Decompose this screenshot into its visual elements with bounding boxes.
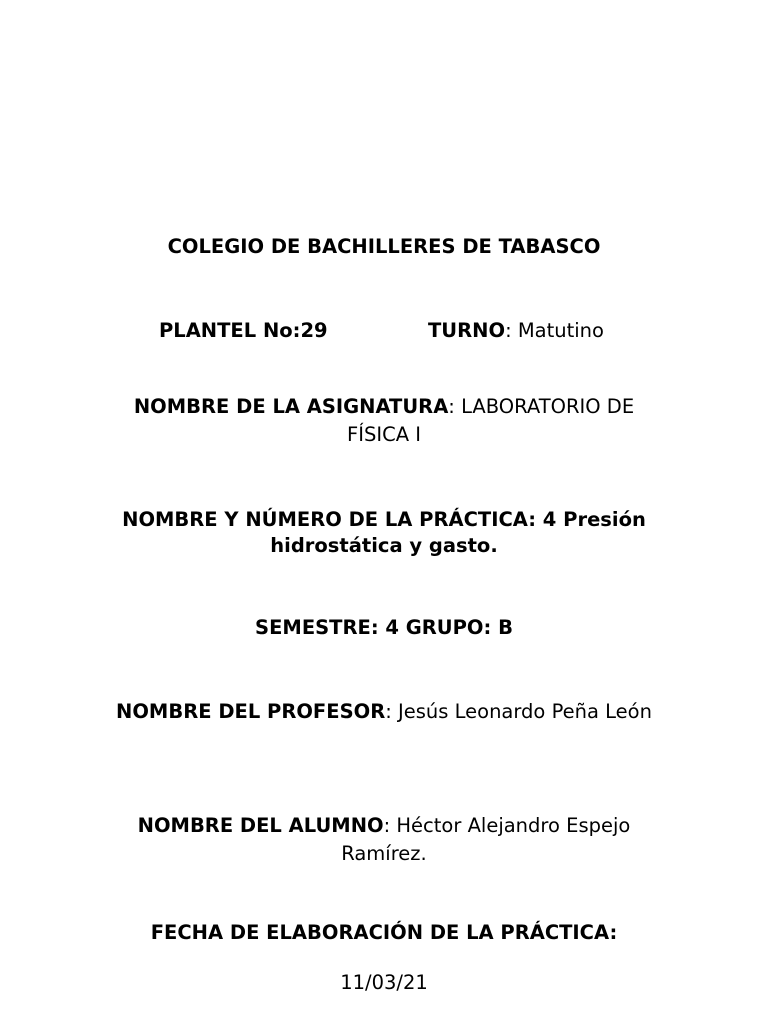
profesor-field [114, 698, 654, 726]
semestre-grupo: SEMESTRE: 4 GRUPO: B [255, 616, 513, 639]
asignatura-label: NOMBRE DE LA ASIGNATURA [133, 395, 449, 418]
turno-label: TURNO [428, 319, 506, 342]
alumno-value: Héctor Alejandro Espejo Ramírez. [341, 814, 631, 865]
turno-field [428, 318, 604, 344]
alumno-separator: : [383, 814, 397, 837]
profesor-value: Jesús Leonardo Peña León [398, 700, 652, 723]
fecha-value: 11/03/21 [340, 971, 428, 994]
institution-title: COLEGIO DE BACHILLERES DE TABASCO [167, 235, 601, 258]
turno-value: Matutino [517, 319, 604, 342]
asignatura-field [104, 393, 664, 449]
alumno-label: NOMBRE DEL ALUMNO [137, 814, 384, 837]
practica-field: NOMBRE Y NÚMERO DE LA PRÁCTICA: 4 Presión hidrostática y gasto. [122, 508, 646, 557]
profesor-label: NOMBRE DEL PROFESOR [116, 700, 386, 723]
asignatura-separator: : [448, 395, 462, 418]
alumno-field [114, 812, 654, 868]
fecha-label: FECHA DE ELABORACIÓN DE LA PRÁCTICA: [150, 921, 618, 944]
profesor-separator: : [385, 700, 398, 723]
plantel-number: PLANTEL No:29 [159, 319, 328, 342]
asignatura-value: LABORATORIO DE FÍSICA I [346, 395, 635, 446]
turno-separator: : [505, 319, 518, 342]
